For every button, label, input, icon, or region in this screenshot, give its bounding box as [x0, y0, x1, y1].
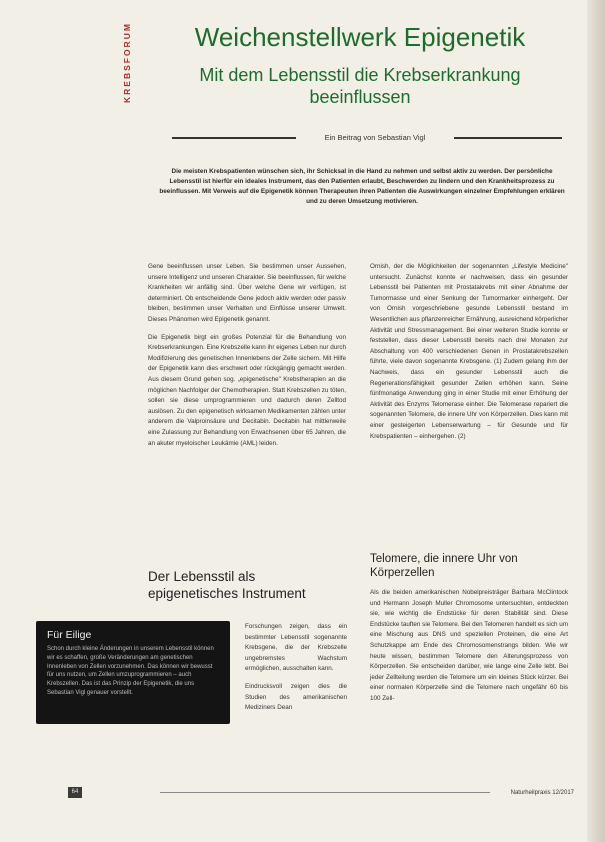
article-subtitle: Mit dem Lebensstil die Krebserkrankung beeinflussen	[199, 65, 521, 107]
right-paragraph-1: Ornish, der die Möglichkeiten der sogenannten „Lifestyle Medicine" untersucht. Zunächst konnte er nachweisen, dass ein gesunder Lebensstil bei Patienten mit Prostatakrebs mit einer Abnahme der Tumormasse und einer Senkung der Tumormarker einhergeht. Der von Ornish vorgeschriebene gesunde Lebensstil bestand im Wesentlichen aus pflanzenreicher Ernährung, ausreichend körperlicher Aktivität und Stressmanagement. Bei einer weiteren Studie konnte er feststellen, dass dieser Lebensstil bereits nach drei Monaten zur Abschaltung von 400 verschiedenen Genen in Prostatakrebszellen führte, viele davon sogenannte Krebsgene. (1) Zudem gelang ihm der Nachweis, dass ein gesunder Lebensstil auch die Regenerationsfähigkeit gesunder Zellen erhöhen kann. Seine fünfmonatige Anwendung ging in einer Studie mit einer Erhöhung der Aktivität des Enzyms Telomerase einher. Die Telomerase repariert die sogenannten Telomere, die innere Uhr von Körperzellen. Dies kann mit einer gesteigerten Lebenserwartung – für Gesunde und für Krebspatienten – einhergehen. (2)	[370, 263, 568, 440]
middle-paragraph-2: Eindrucksvoll zeigen dies die Studien des amerikanischen Mediziners Dean	[245, 682, 347, 712]
footer-source: Naturheilpraxis 12/2017	[510, 790, 574, 796]
left-paragraph-2: Die Epigenetik birgt ein großes Potenzial für die Behandlung von Krebserkrankungen. Eine Krebszelle kann ihr eigenes Leben nur durch Modifizierung des genetischen Innenlebens der Zelle sichern. Mit Hilfe der Epigenetik kann dies erschwert oder rückgängig gemacht werden. Aus diesem Grund gehen sog. „epigenetische" Krebstherapien an die möglichen Nachfolger der Chemotherapien. Statt Krebszellen zu töten, sollen sie diese umprogrammieren und dadurch deren Zelltod auslösen. Zu den epigenetisch wirksamen Medikamenten zählen unter anderem die Valproinsäure und Decitabin. Decitabin hat mittlerweile eine Zulassung zur Behandlung von Erwachsenen über 65 Jahren, die an akuter myeloischer Leukämie (AML) leiden.	[148, 333, 346, 447]
page-fold-shadow	[587, 0, 605, 842]
right-column-heading: Telomere, die innere Uhr von Körperzellen	[370, 553, 518, 579]
middle-paragraph-1: Forschungen zeigen, dass ein bestimmter Lebensstil sogenannte Krebsgene, die der Krebszelle ungebremstes Wachstum ermöglichen, ausschalten kann.	[245, 623, 347, 673]
byline-rule-left	[172, 137, 296, 139]
quick-read-box	[36, 621, 230, 724]
page-number: 64	[68, 787, 82, 798]
intro-paragraph: Die meisten Krebspatienten wünschen sich, ihr Schicksal in die Hand zu nehmen und selbst aktiv zu werden. Der persönliche Lebensstil ist hierfür ein ideales Instrument, das den Patienten erlaubt, Beschwerden zu lindern und den Krankheitsprozess zu beeinflussen. Mit Verweis auf die Epigenetik können Therapeuten ihren Patienten die Auswirkungen einzelner Empfehlungen erklären und zu deren Umsetzung motivieren.	[159, 168, 565, 205]
right-column-bottom	[370, 588, 568, 712]
article-title: Weichenstellwerk Epigenetik	[194, 22, 526, 52]
quick-read-text: Schon durch kleine Änderungen in unserem Lebensstil können wir es schaffen, große Veränderungen am genetischen Innenleben von Zellen vorzunehmen. Das können wir bewusst für uns nutzen, um Zellen umzuprogrammieren – auch Krebszellen. Das ist das Prinzip der Epigenetik, die uns Sebastian Vigl genauer vorstellt.	[47, 646, 214, 696]
right-column-top	[370, 262, 568, 449]
section-label: KREBSFORUM	[122, 22, 132, 104]
byline-text: Ein Beitrag von Sebastian Vigl	[324, 133, 426, 142]
middle-column	[245, 622, 347, 721]
quick-read-title: Für Eilige	[47, 629, 92, 641]
byline	[172, 131, 562, 145]
left-column	[148, 262, 346, 456]
left-column-heading: Der Lebensstil als epigenetisches Instrument	[148, 569, 306, 601]
footer-rule	[160, 792, 490, 793]
byline-rule-right	[454, 137, 562, 139]
right-paragraph-2: Als die beiden amerikanischen Nobelpreisträger Barbara McClintock und Hermann Joseph Muller Chromosome untersuchten, entdeckten sie, wie wichtig die Endstücke für deren Stabilität sind. Diese Endstücke tauften sie Telomere. Bei den Telomeren handelt es sich um eine Mischung aus DNS und speziellen Proteinen, die eine Art Schutzkappe am Ende des Chromosomenstrangs bilden. Wie wir heute wissen, bestimmen Telomere den Alterungsprozess von Körperzellen. Sie entscheiden darüber, wie lange eine Zelle lebt. Bei jeder Zellteilung werden die Telomere um ein kleines Stück kürzer. Bei einer normalen Körperzelle sind die Telomere nach ungefähr 60 bis 100 Zell-	[370, 589, 568, 702]
left-paragraph-1: Gene beeinflussen unser Leben. Sie bestimmen unser Aussehen, unsere Intelligenz und unseren Charakter. Sie beeinflussen, für welche Krankheiten wir anfällig sind. Über welche Gene wir verfügen, ist determiniert. Ob entscheidende Gene jedoch aktiv werden oder passiv bleiben, bestimmen unser Verhalten und Einflüsse unserer Umwelt. Dieses Phänomen wird Epigenetik genannt.	[148, 263, 346, 323]
